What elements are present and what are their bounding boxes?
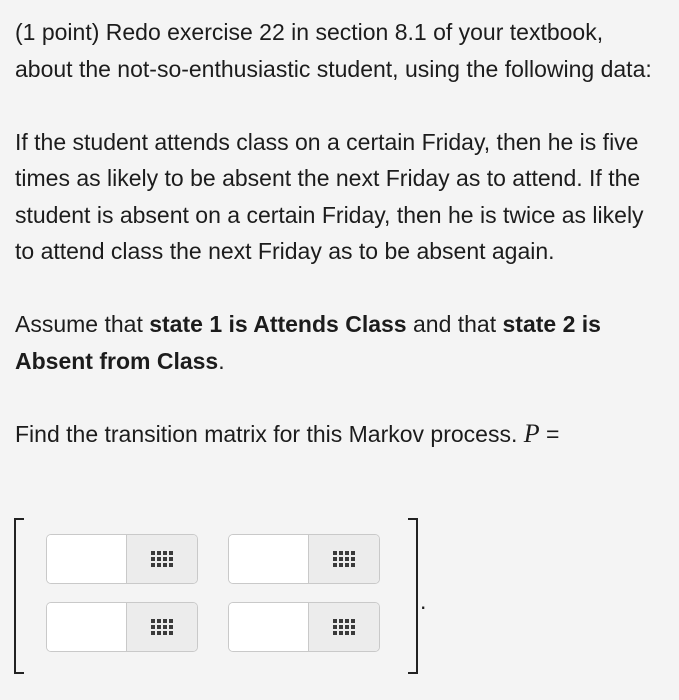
palette-button-1-1[interactable] (126, 535, 197, 583)
problem-scenario: If the student attends class on a certain Friday, then he is five times as likely to be absent the next Friday as to attend. If the student is absent on a certain Friday, then he is twice as likely to attend class the next Friday as to be absent again. (15, 128, 644, 264)
matrix-cell-1-2 (228, 534, 380, 584)
assumption-part2: and that (406, 311, 503, 337)
left-bracket (14, 518, 24, 674)
grid-icon (151, 619, 173, 635)
matrix-input-2-1[interactable] (47, 603, 126, 651)
transition-matrix (12, 518, 432, 672)
matrix-input-1-1[interactable] (47, 535, 126, 583)
matrix-cell-2-1 (46, 602, 198, 652)
palette-button-2-2[interactable] (308, 603, 379, 651)
palette-button-2-1[interactable] (126, 603, 197, 651)
right-bracket (408, 518, 418, 674)
problem-question (15, 416, 665, 453)
assumption-part1: Assume that (15, 311, 150, 337)
matrix-cell-2-2 (228, 602, 380, 652)
problem-text (15, 14, 665, 452)
state2-definition: state 2 is Absent from Class (15, 311, 601, 374)
matrix-input-1-2[interactable] (229, 535, 308, 583)
problem-assumption (15, 306, 665, 379)
problem-intro: (1 point) Redo exercise 22 in section 8.1 of your textbook, about the not-so-enthusiastic student, using the following data: (15, 19, 652, 82)
state1-definition: state 1 is Attends Class (149, 311, 407, 337)
grid-icon (333, 619, 355, 635)
palette-button-1-2[interactable] (308, 535, 379, 583)
matrix-input-2-2[interactable] (229, 603, 308, 651)
grid-icon (151, 551, 173, 567)
matrix-cell-1-1 (46, 534, 198, 584)
equals-sign: = (539, 420, 560, 447)
matrix-variable: P (523, 418, 540, 448)
question-text: Find the transition matrix for this Markov process. (15, 420, 524, 447)
grid-icon (333, 551, 355, 567)
matrix-end-period: . (420, 588, 427, 614)
assumption-part3: . (218, 347, 225, 374)
